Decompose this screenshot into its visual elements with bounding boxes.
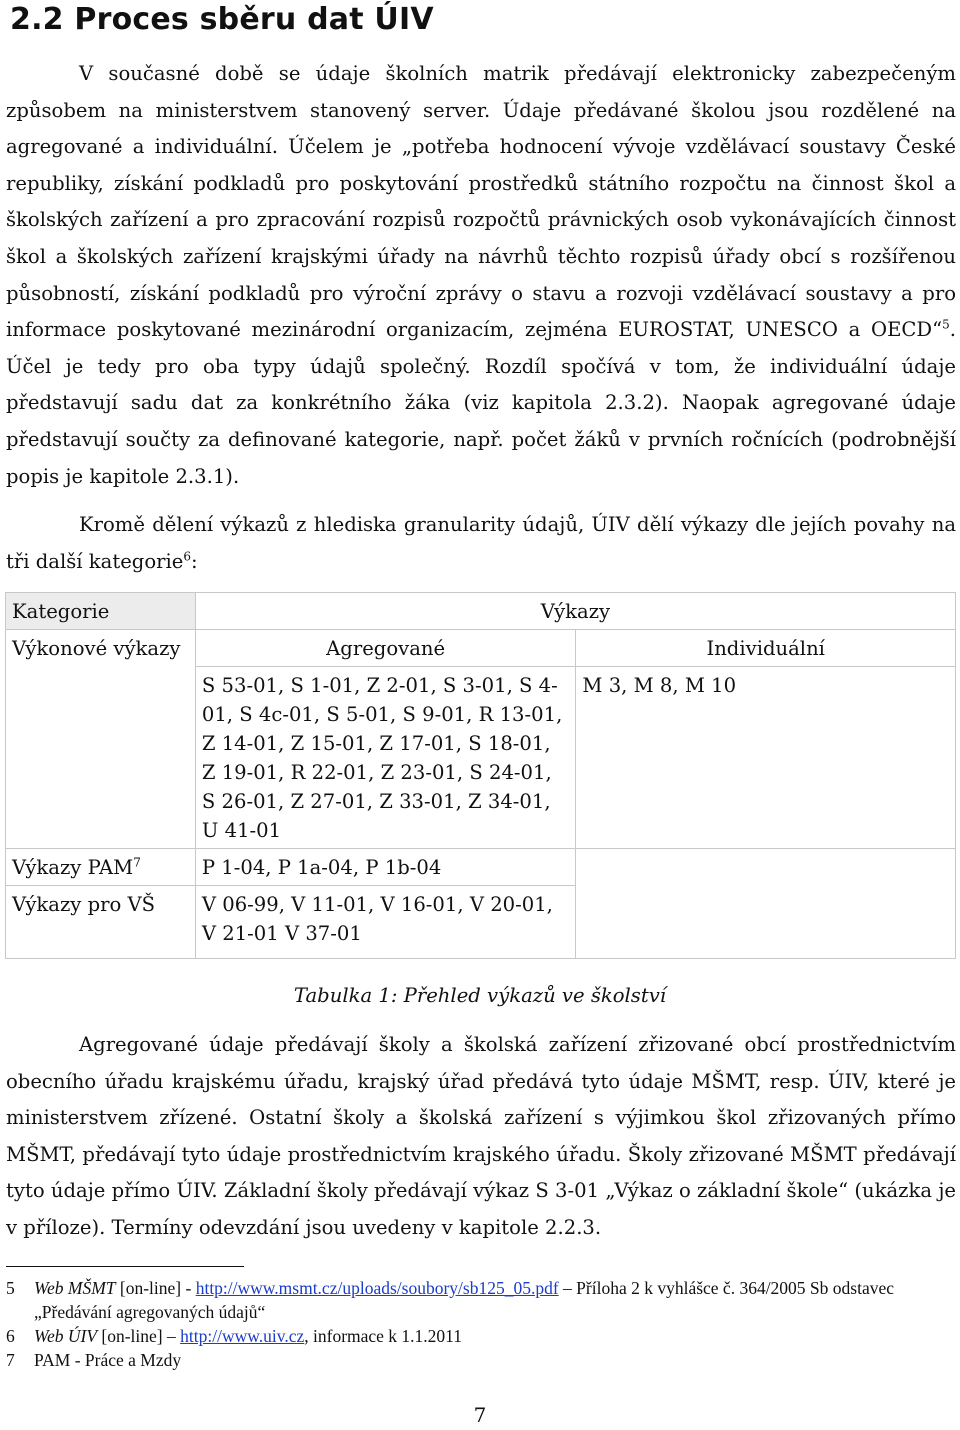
footnote-number: 5 <box>6 1278 15 1298</box>
paragraph-submission-text: Agregované údaje předávají školy a školská zařízení zřizované obcí prostřednictvím obecního úřadu krajskému úřadu, krajský úřad předává tyto údaje MŠMT, resp. ÚIV, které je ministerstvem zřízené. Ostatní školy a školská zařízení s výjimkou škol zřizovaných přímo MŠMT, předávají tyto údaje prostřednictvím krajského úřadu. Školy zřizované MŠMT předávají tyto údaje přímo ÚIV. Základní školy předávají výkaz S 3-01 „Výkaz o základní škole“ (ukázka je v příloze). Termíny odevzdání jsou uvedeny v kapitole 2.2.3. <box>6 1033 956 1239</box>
footnote-rest: , informace k 1.1.2011 <box>304 1326 463 1346</box>
footnote-rest: – Příloha 2 k vyhlášce č. 364/2005 Sb odstavec „Předávání agregovaných údajů“ <box>34 1278 895 1322</box>
table-row <box>6 849 956 886</box>
header-vykazy: Výkazy <box>195 593 955 630</box>
footnote-number: 6 <box>6 1326 15 1346</box>
footnote-link[interactable]: http://www.msmt.cz/uploads/soubory/sb125_05.pdf <box>195 1278 559 1298</box>
cell-kategorie: Výkonové výkazy <box>6 630 196 849</box>
footnote-link[interactable]: http://www.uiv.cz <box>180 1326 305 1346</box>
cell-kategorie: Výkazy pro VŠ <box>6 886 196 959</box>
paragraph-intro-text-a: V současné době se údaje školních matrik předávají elektronicky zabezpečeným způsobem na ministerstvem stanovený server. Údaje předávané školou jsou rozdělené na agregované a individuální. Účelem je „potřeba hodnocení vývoje vzdělávací soustavy České republiky, získání podkladů pro poskytování prostředků státního rozpočtu na činnost škol a školských zařízení a pro zpracování rozpisů rozpočtů právnických osob vykonávajících činnost škol a školských zařízení krajskými úřady na návrhů těchto rozpisů úřady obcí s rozšířenou působností, získání podkladů pro výroční zprávy o stavu a rozvoji vzdělávací soustavy a pro informace poskytované mezinárodní organizacím, zejména EUROSTAT, UNESCO a OECD“ <box>6 62 956 342</box>
cell-individualni: M 3, M 8, M 10 <box>576 667 956 849</box>
footnote-ref-6[interactable]: 6 <box>183 549 192 564</box>
footnote-ref-5[interactable]: 5 <box>942 317 950 332</box>
header-agregovane: Agregované <box>195 630 576 667</box>
footnotes <box>6 1276 946 1372</box>
paragraph-intro-text-b: . Účel je tedy pro oba typy údajů společný. Rozdíl spočívá v tom, že individuální údaje představují sadu dat za konkrétního žáka (viz kapitola 2.3.2). Naopak agregované údaje představují součty za definované kategorie, např. počet žáků v prvních ročnících (podrobnější popis je kapitole 2.3.1). <box>6 318 956 488</box>
table-row <box>6 630 956 667</box>
footnote-source: Web MŠMT <box>34 1278 116 1298</box>
paragraph-categories-text-b: : <box>191 549 198 573</box>
header-kategorie: Kategorie <box>6 593 196 630</box>
footnote-tag: [on-line] - <box>115 1278 196 1298</box>
page-number: 7 <box>473 1403 487 1427</box>
table-caption: Tabulka 1: Přehled výkazů ve školství <box>293 984 667 1007</box>
footnote-ref-7[interactable]: 7 <box>133 855 141 870</box>
cell-agregovane: S 53-01, S 1-01, Z 2-01, S 3-01, S 4-01, S 4c-01, S 5-01, S 9-01, R 13-01, Z 14-01, Z 15-01, Z 17-01, S 18-01, Z 19-01, R 22-01, Z 23-01, S 24-01, S 26-01, Z 27-01, Z 33-01, Z 34-01, U 41-01 <box>195 667 576 849</box>
cell-agregovane: P 1-04, P 1a-04, P 1b-04 <box>195 849 576 886</box>
footnote-text: PAM - Práce a Mzdy <box>34 1350 182 1370</box>
footnote-6 <box>6 1324 946 1348</box>
footnote-separator <box>6 1266 244 1267</box>
paragraph-categories <box>6 507 956 580</box>
footnote-5 <box>6 1276 946 1324</box>
cell-kategorie-text: Výkazy PAM <box>12 856 134 879</box>
cell-kategorie <box>6 849 196 886</box>
cell-agregovane: V 06-99, V 11-01, V 16-01, V 20-01, V 21-01 V 37-01 <box>195 886 576 959</box>
header-individualni: Individuální <box>576 630 956 667</box>
section-heading: 2.2 Proces sběru dat ÚIV <box>10 2 434 37</box>
footnote-number: 7 <box>6 1350 15 1370</box>
paragraph-submission <box>6 1027 956 1247</box>
paragraph-intro <box>6 56 956 495</box>
cell-individualni <box>576 849 956 959</box>
paragraph-categories-text-a: Kromě dělení výkazů z hlediska granularity údajů, ÚIV dělí výkazy dle jejích povahy na tři další kategorie <box>6 513 956 573</box>
reports-table <box>5 592 956 959</box>
footnote-tag: [on-line] – <box>97 1326 181 1346</box>
footnote-7 <box>6 1348 946 1372</box>
table-header-row <box>6 593 956 630</box>
footnote-source: Web ÚIV <box>34 1326 98 1346</box>
